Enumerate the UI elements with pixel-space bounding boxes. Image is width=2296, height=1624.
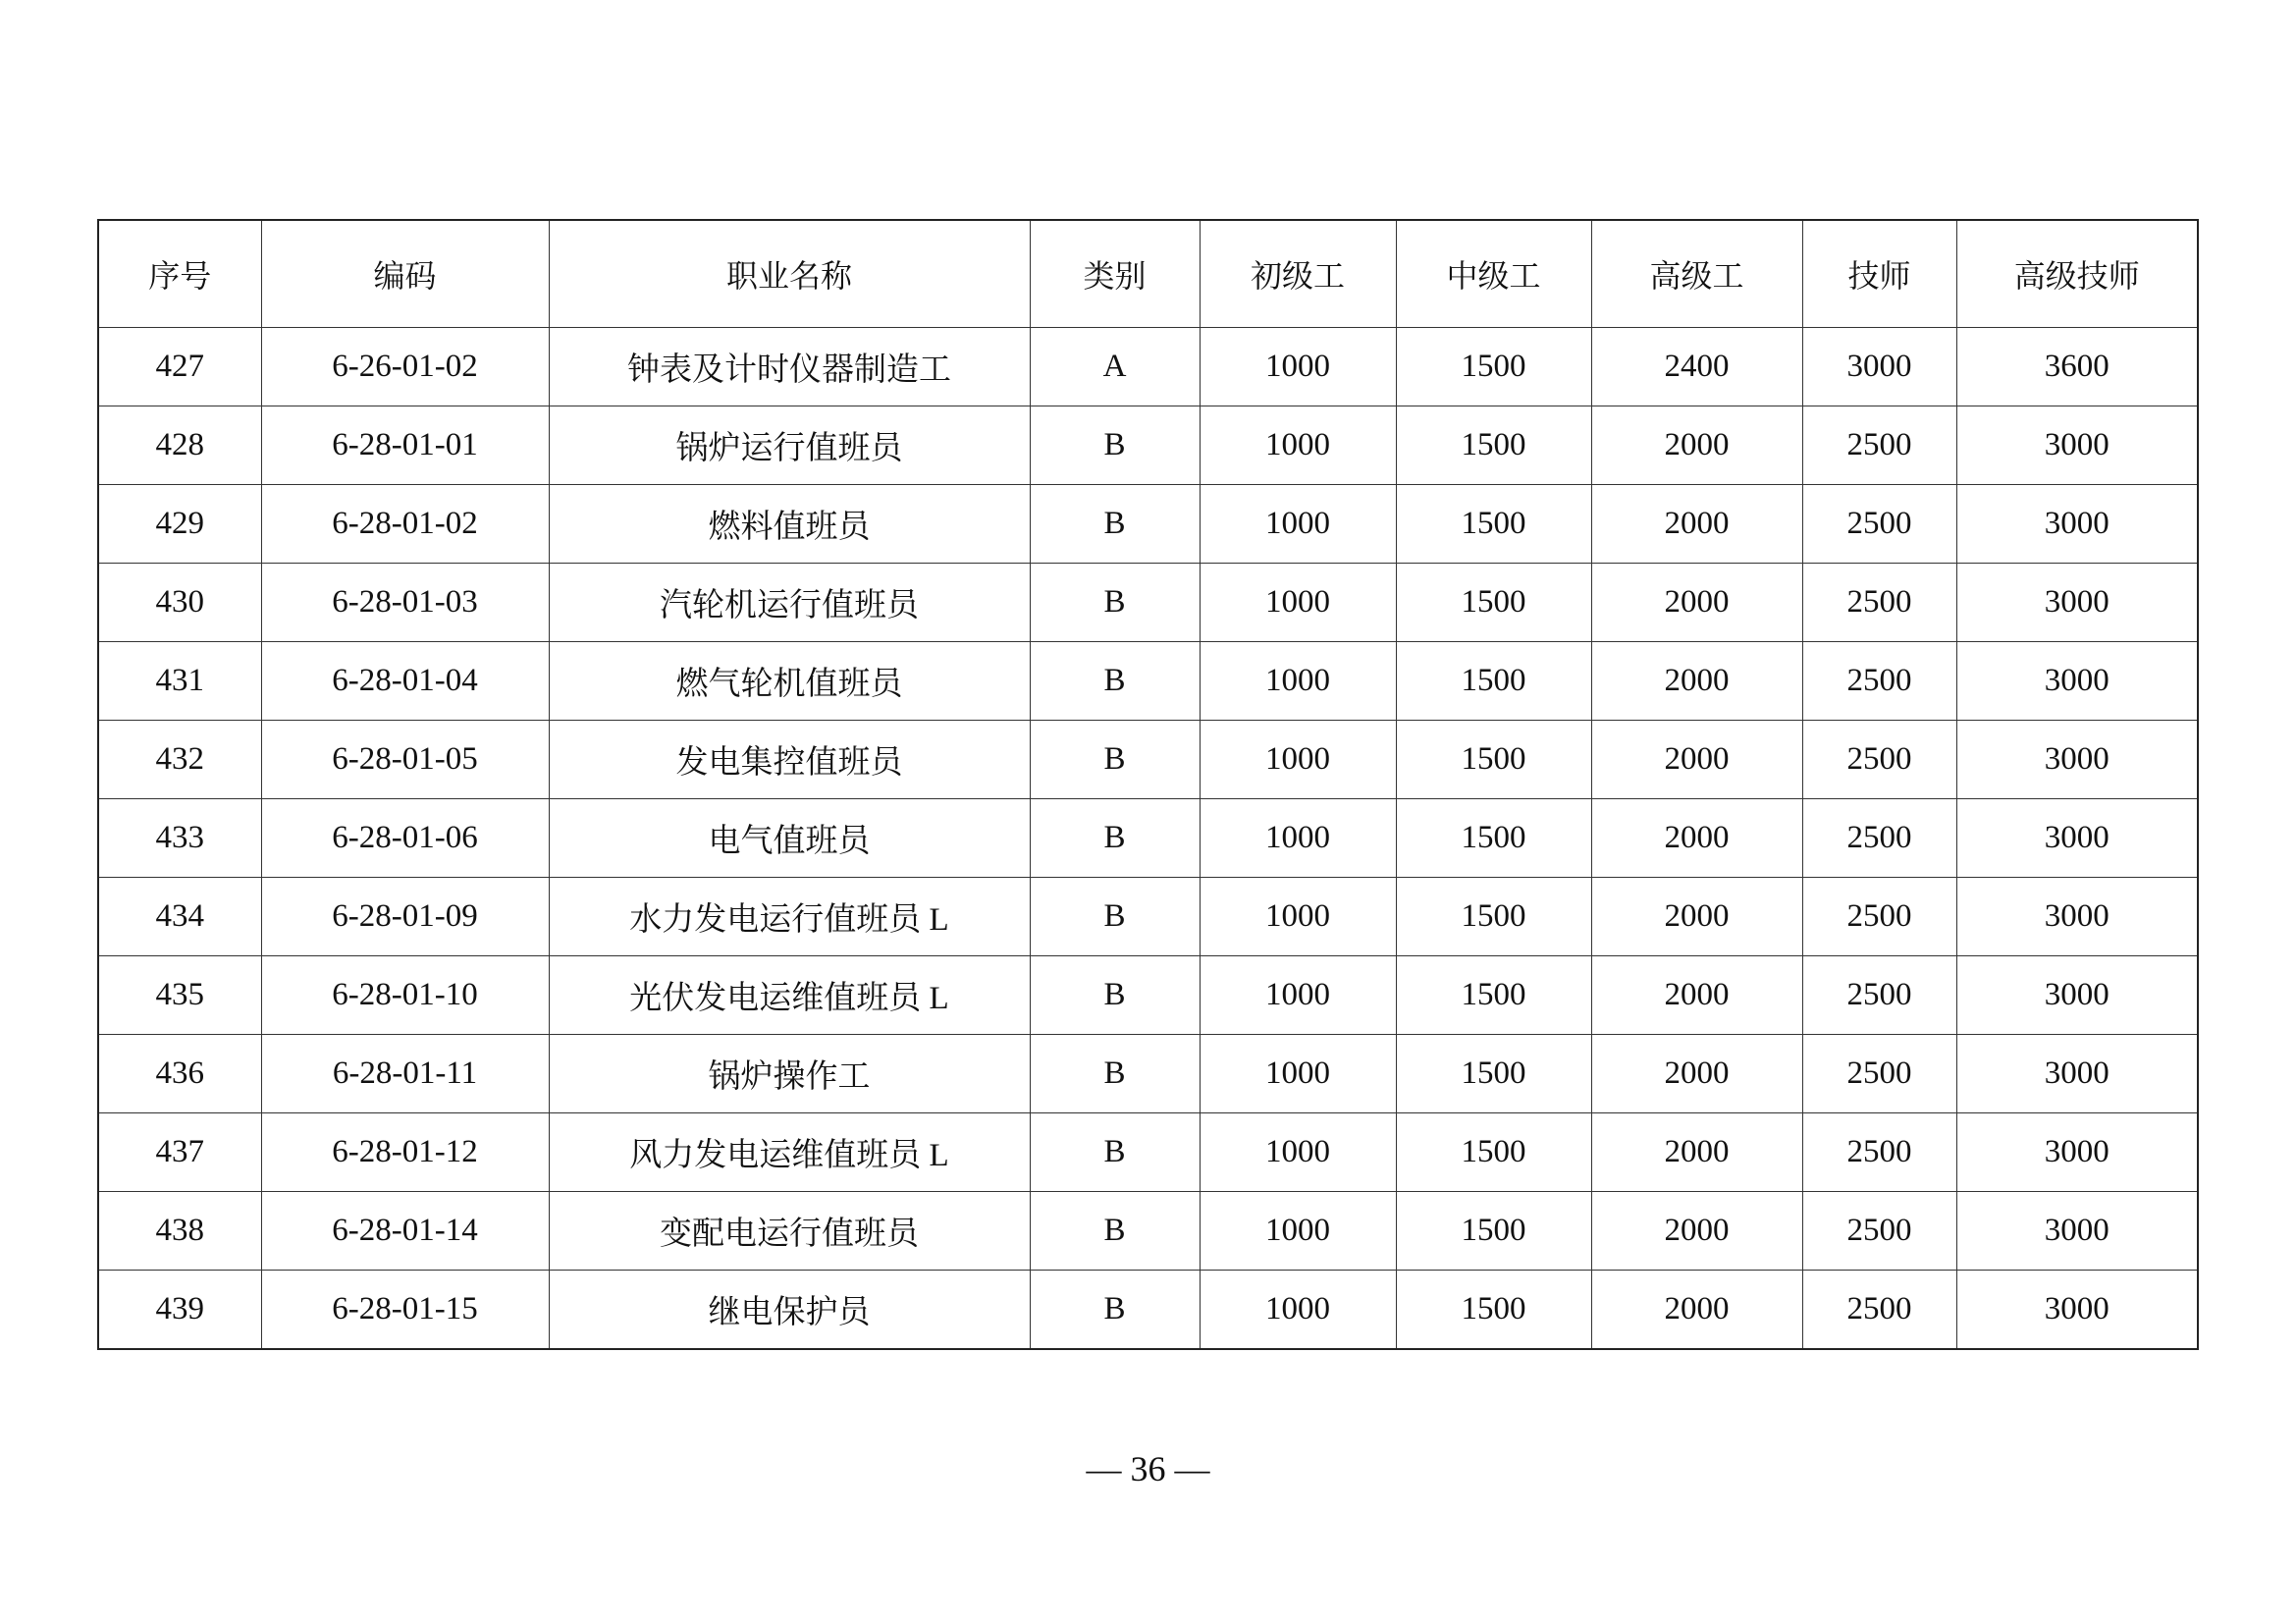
cell-occupation: 燃料值班员 <box>549 485 1030 564</box>
cell-senior-technician: 3000 <box>1956 1035 2198 1113</box>
cell-occupation: 钟表及计时仪器制造工 <box>549 328 1030 406</box>
cell-index: 439 <box>98 1271 261 1350</box>
cell-code: 6-28-01-02 <box>261 485 549 564</box>
cell-index: 437 <box>98 1113 261 1192</box>
cell-senior-technician: 3000 <box>1956 799 2198 878</box>
cell-category: B <box>1030 1192 1200 1271</box>
table-row <box>98 721 2198 799</box>
cell-senior-technician: 3600 <box>1956 328 2198 406</box>
cell-junior: 1000 <box>1200 956 1396 1035</box>
cell-senior-technician: 3000 <box>1956 642 2198 721</box>
header-cell-occupation: 职业名称 <box>549 220 1030 328</box>
cell-code: 6-28-01-04 <box>261 642 549 721</box>
cell-senior: 2000 <box>1591 642 1802 721</box>
cell-intermediate: 1500 <box>1396 1113 1591 1192</box>
page-number: — 36 — <box>1086 1449 1210 1489</box>
cell-senior-technician: 3000 <box>1956 406 2198 485</box>
table-row <box>98 328 2198 406</box>
cell-junior: 1000 <box>1200 485 1396 564</box>
cell-category: B <box>1030 406 1200 485</box>
cell-technician: 2500 <box>1802 956 1956 1035</box>
header-cell-technician: 技师 <box>1802 220 1956 328</box>
cell-occupation: 继电保护员 <box>549 1271 1030 1350</box>
cell-index: 429 <box>98 485 261 564</box>
cell-code: 6-28-01-10 <box>261 956 549 1035</box>
cell-index: 430 <box>98 564 261 642</box>
cell-junior: 1000 <box>1200 1192 1396 1271</box>
cell-occupation: 电气值班员 <box>549 799 1030 878</box>
cell-occupation: 发电集控值班员 <box>549 721 1030 799</box>
cell-senior: 2000 <box>1591 1192 1802 1271</box>
cell-junior: 1000 <box>1200 878 1396 956</box>
cell-index: 433 <box>98 799 261 878</box>
header-row <box>98 220 2198 328</box>
table-row <box>98 1035 2198 1113</box>
cell-code: 6-28-01-06 <box>261 799 549 878</box>
cell-senior: 2000 <box>1591 1035 1802 1113</box>
cell-senior-technician: 3000 <box>1956 485 2198 564</box>
table-header <box>98 220 2198 328</box>
cell-category: B <box>1030 564 1200 642</box>
cell-senior: 2000 <box>1591 799 1802 878</box>
cell-junior: 1000 <box>1200 1035 1396 1113</box>
cell-index: 431 <box>98 642 261 721</box>
table-row <box>98 799 2198 878</box>
cell-technician: 2500 <box>1802 1035 1956 1113</box>
cell-index: 434 <box>98 878 261 956</box>
cell-senior-technician: 3000 <box>1956 956 2198 1035</box>
cell-technician: 2500 <box>1802 1113 1956 1192</box>
cell-occupation: 光伏发电运维值班员 L <box>549 956 1030 1035</box>
cell-technician: 3000 <box>1802 328 1956 406</box>
cell-junior: 1000 <box>1200 1113 1396 1192</box>
table-row <box>98 1113 2198 1192</box>
cell-technician: 2500 <box>1802 642 1956 721</box>
table-row <box>98 1192 2198 1271</box>
cell-junior: 1000 <box>1200 328 1396 406</box>
cell-technician: 2500 <box>1802 564 1956 642</box>
cell-category: B <box>1030 721 1200 799</box>
cell-occupation: 水力发电运行值班员 L <box>549 878 1030 956</box>
cell-category: B <box>1030 799 1200 878</box>
cell-senior-technician: 3000 <box>1956 1113 2198 1192</box>
cell-senior: 2000 <box>1591 721 1802 799</box>
cell-junior: 1000 <box>1200 406 1396 485</box>
cell-junior: 1000 <box>1200 564 1396 642</box>
cell-occupation: 锅炉操作工 <box>549 1035 1030 1113</box>
cell-technician: 2500 <box>1802 406 1956 485</box>
cell-junior: 1000 <box>1200 721 1396 799</box>
header-cell-code: 编码 <box>261 220 549 328</box>
cell-technician: 2500 <box>1802 1271 1956 1350</box>
cell-code: 6-28-01-15 <box>261 1271 549 1350</box>
cell-technician: 2500 <box>1802 1192 1956 1271</box>
cell-senior: 2400 <box>1591 328 1802 406</box>
cell-code: 6-28-01-14 <box>261 1192 549 1271</box>
cell-occupation: 燃气轮机值班员 <box>549 642 1030 721</box>
cell-category: B <box>1030 1035 1200 1113</box>
header-cell-junior: 初级工 <box>1200 220 1396 328</box>
cell-occupation: 风力发电运维值班员 L <box>549 1113 1030 1192</box>
cell-intermediate: 1500 <box>1396 799 1591 878</box>
cell-senior-technician: 3000 <box>1956 1192 2198 1271</box>
table-row <box>98 642 2198 721</box>
cell-occupation: 变配电运行值班员 <box>549 1192 1030 1271</box>
cell-senior: 2000 <box>1591 878 1802 956</box>
cell-technician: 2500 <box>1802 485 1956 564</box>
cell-category: A <box>1030 328 1200 406</box>
table-row <box>98 564 2198 642</box>
table-row <box>98 485 2198 564</box>
cell-index: 435 <box>98 956 261 1035</box>
cell-code: 6-28-01-01 <box>261 406 549 485</box>
cell-index: 432 <box>98 721 261 799</box>
cell-technician: 2500 <box>1802 721 1956 799</box>
cell-senior: 2000 <box>1591 485 1802 564</box>
cell-intermediate: 1500 <box>1396 642 1591 721</box>
cell-intermediate: 1500 <box>1396 1035 1591 1113</box>
cell-senior: 2000 <box>1591 956 1802 1035</box>
header-cell-index: 序号 <box>98 220 261 328</box>
cell-index: 438 <box>98 1192 261 1271</box>
cell-occupation: 汽轮机运行值班员 <box>549 564 1030 642</box>
cell-intermediate: 1500 <box>1396 878 1591 956</box>
occupation-table <box>97 219 2199 1350</box>
cell-technician: 2500 <box>1802 799 1956 878</box>
header-cell-intermediate: 中级工 <box>1396 220 1591 328</box>
cell-code: 6-28-01-03 <box>261 564 549 642</box>
cell-intermediate: 1500 <box>1396 1192 1591 1271</box>
cell-intermediate: 1500 <box>1396 328 1591 406</box>
cell-senior-technician: 3000 <box>1956 721 2198 799</box>
cell-junior: 1000 <box>1200 642 1396 721</box>
cell-intermediate: 1500 <box>1396 956 1591 1035</box>
cell-senior-technician: 3000 <box>1956 564 2198 642</box>
table-row <box>98 956 2198 1035</box>
cell-category: B <box>1030 956 1200 1035</box>
cell-code: 6-28-01-09 <box>261 878 549 956</box>
header-cell-senior: 高级工 <box>1591 220 1802 328</box>
header-cell-category: 类别 <box>1030 220 1200 328</box>
cell-intermediate: 1500 <box>1396 1271 1591 1350</box>
cell-code: 6-26-01-02 <box>261 328 549 406</box>
cell-intermediate: 1500 <box>1396 485 1591 564</box>
cell-intermediate: 1500 <box>1396 564 1591 642</box>
cell-senior: 2000 <box>1591 1113 1802 1192</box>
cell-category: B <box>1030 1271 1200 1350</box>
table-row <box>98 406 2198 485</box>
cell-intermediate: 1500 <box>1396 721 1591 799</box>
cell-index: 427 <box>98 328 261 406</box>
cell-index: 428 <box>98 406 261 485</box>
table-body <box>98 328 2198 1350</box>
cell-junior: 1000 <box>1200 1271 1396 1350</box>
table-row <box>98 878 2198 956</box>
cell-technician: 2500 <box>1802 878 1956 956</box>
cell-senior-technician: 3000 <box>1956 878 2198 956</box>
table-row <box>98 1271 2198 1350</box>
cell-category: B <box>1030 642 1200 721</box>
cell-category: B <box>1030 1113 1200 1192</box>
header-cell-senior-technician: 高级技师 <box>1956 220 2198 328</box>
cell-code: 6-28-01-05 <box>261 721 549 799</box>
cell-intermediate: 1500 <box>1396 406 1591 485</box>
cell-code: 6-28-01-11 <box>261 1035 549 1113</box>
cell-occupation: 锅炉运行值班员 <box>549 406 1030 485</box>
cell-senior: 2000 <box>1591 564 1802 642</box>
cell-senior-technician: 3000 <box>1956 1271 2198 1350</box>
cell-category: B <box>1030 878 1200 956</box>
cell-senior: 2000 <box>1591 1271 1802 1350</box>
cell-junior: 1000 <box>1200 799 1396 878</box>
cell-code: 6-28-01-12 <box>261 1113 549 1192</box>
cell-category: B <box>1030 485 1200 564</box>
cell-senior: 2000 <box>1591 406 1802 485</box>
cell-index: 436 <box>98 1035 261 1113</box>
